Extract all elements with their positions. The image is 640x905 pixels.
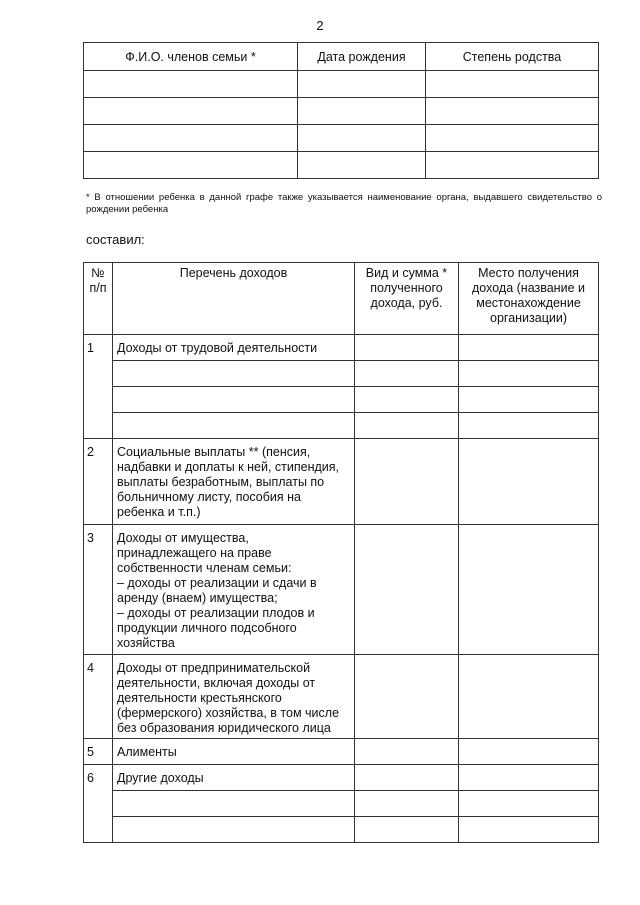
table-row [84, 71, 599, 98]
table-row [84, 655, 599, 739]
table-row [84, 125, 599, 152]
amount-cell[interactable] [355, 387, 459, 413]
income-category-label: Социальные выплаты ** (пенсия, надбавки и доплаты к ней, стипендия, выплаты безработным, выплаты по больничному листу, пособия на ребенка и т.п.) [113, 439, 355, 525]
income-category-label: Другие доходы [113, 765, 355, 791]
income-detail-cell[interactable] [113, 817, 355, 843]
place-cell[interactable] [459, 439, 599, 525]
page-number: 2 [316, 18, 324, 33]
place-cell[interactable] [459, 335, 599, 361]
income-detail-cell[interactable] [113, 361, 355, 387]
place-cell[interactable] [459, 387, 599, 413]
table-row [84, 525, 599, 655]
table-row [84, 817, 599, 843]
footnote: * В отношении ребенка в данной графе также указывается наименование органа, выдавшего свидетельство о рождении ребенка [86, 192, 602, 215]
table-row [84, 439, 599, 525]
relationship-cell[interactable] [426, 125, 599, 152]
income-category-label: Доходы от имущества, принадлежащего на праве собственности членам семьи: – доходы от реализации и сдачи в аренду (внаем) имущества; – доходы от реализации плодов и продукции личного подсобного хозяйства [113, 525, 355, 655]
table-row [84, 152, 599, 179]
place-cell[interactable] [459, 765, 599, 791]
family-members-table [83, 42, 599, 179]
row-number: 6 [84, 765, 113, 843]
amount-cell[interactable] [355, 655, 459, 739]
amount-cell[interactable] [355, 817, 459, 843]
table-row [84, 765, 599, 791]
table-row [84, 335, 599, 361]
income-category-label: Доходы от трудовой деятельности [113, 335, 355, 361]
row-number: 1 [84, 335, 113, 439]
row-number: 5 [84, 739, 113, 765]
table-header-row [84, 43, 599, 71]
table-row [84, 98, 599, 125]
place-cell[interactable] [459, 817, 599, 843]
table-header-row [84, 263, 599, 335]
amount-cell[interactable] [355, 765, 459, 791]
income-detail-cell[interactable] [113, 413, 355, 439]
income-detail-cell[interactable] [113, 387, 355, 413]
place-cell[interactable] [459, 791, 599, 817]
table-row [84, 739, 599, 765]
amount-cell[interactable] [355, 361, 459, 387]
place-cell[interactable] [459, 361, 599, 387]
relationship-cell[interactable] [426, 98, 599, 125]
birth-date-cell[interactable] [298, 71, 426, 98]
full-name-cell[interactable] [84, 125, 298, 152]
amount-cell[interactable] [355, 525, 459, 655]
table-row [84, 387, 599, 413]
full-name-cell[interactable] [84, 152, 298, 179]
column-header-place: Место получения дохода (название и местонахождение организации) [459, 263, 599, 335]
amount-cell[interactable] [355, 335, 459, 361]
place-cell[interactable] [459, 655, 599, 739]
relationship-cell[interactable] [426, 71, 599, 98]
relationship-cell[interactable] [426, 152, 599, 179]
table-row [84, 361, 599, 387]
column-header-number: № п/п [84, 263, 113, 335]
birth-date-cell[interactable] [298, 98, 426, 125]
amount-cell[interactable] [355, 791, 459, 817]
column-header-birth-date: Дата рождения [298, 43, 426, 71]
birth-date-cell[interactable] [298, 125, 426, 152]
full-name-cell[interactable] [84, 71, 298, 98]
place-cell[interactable] [459, 739, 599, 765]
full-name-cell[interactable] [84, 98, 298, 125]
place-cell[interactable] [459, 525, 599, 655]
column-header-amount: Вид и сумма * полученного дохода, руб. [355, 263, 459, 335]
row-number: 2 [84, 439, 113, 525]
birth-date-cell[interactable] [298, 152, 426, 179]
amount-cell[interactable] [355, 739, 459, 765]
place-cell[interactable] [459, 413, 599, 439]
column-header-relationship: Степень родства [426, 43, 599, 71]
income-table [83, 262, 599, 843]
row-number: 3 [84, 525, 113, 655]
amount-cell[interactable] [355, 413, 459, 439]
amount-cell[interactable] [355, 439, 459, 525]
column-header-full-name: Ф.И.О. членов семьи * [84, 43, 298, 71]
table-row [84, 791, 599, 817]
income-category-label: Алименты [113, 739, 355, 765]
income-detail-cell[interactable] [113, 791, 355, 817]
composed-label: составил: [86, 232, 145, 247]
table-row [84, 413, 599, 439]
row-number: 4 [84, 655, 113, 739]
income-category-label: Доходы от предпринимательской деятельности, включая доходы от деятельности крестьянского (фермерского) хозяйства, в том числе без образования юридического лица [113, 655, 355, 739]
column-header-income-list: Перечень доходов [113, 263, 355, 335]
